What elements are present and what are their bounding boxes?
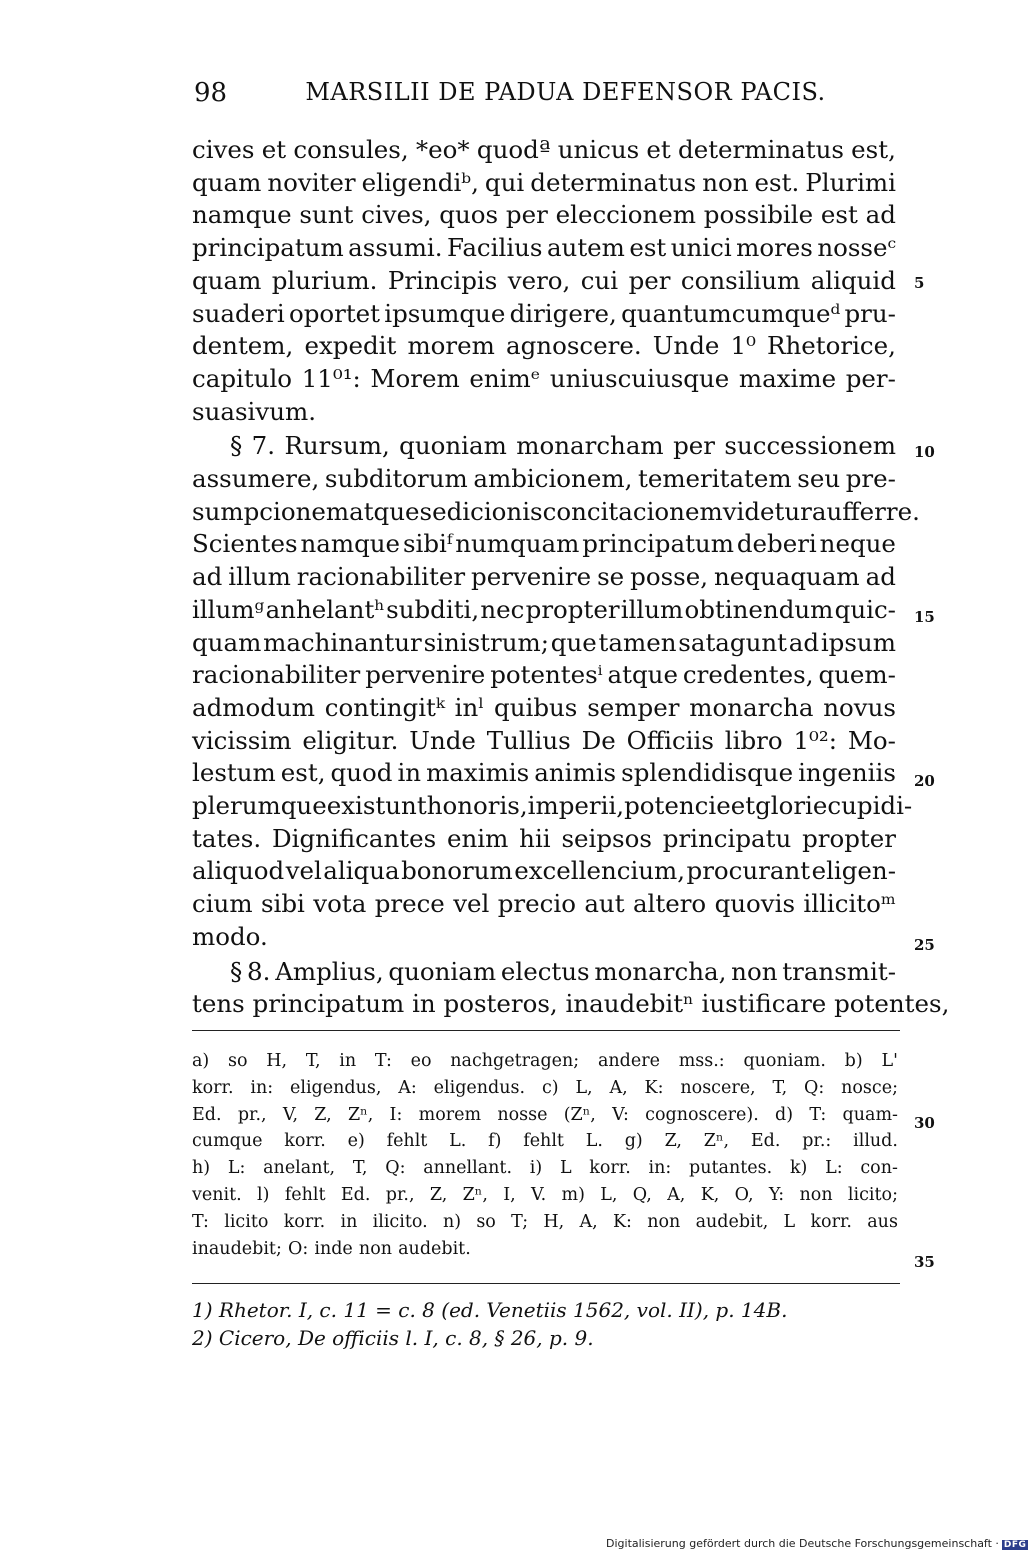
text-line: § 7. Rursum, quoniam monarcham per successionem: [230, 431, 896, 461]
line-number: 10: [914, 443, 935, 461]
text-line: tates. Dignificantes enim hii seipsos principatu propter: [192, 823, 896, 853]
line-number: 20: [914, 772, 935, 790]
text-line: principatum assumi. Facilius autem est unici mores nosseᶜ: [192, 233, 896, 263]
text-line: namque sunt cives, quos per eleccionem possibile est ad: [192, 200, 896, 230]
page-number: 98: [194, 78, 228, 108]
text-line: plerumque existunt honoris, imperii, potencie et glorie cupidi-: [192, 791, 913, 820]
footnote-line: cumque korr. e) fehlt L. f) fehlt L. g) Z, Zⁿ, Ed. pr.: illud.: [192, 1131, 898, 1152]
page-header: [192, 78, 899, 112]
footnote-line: Ed. pr., V, Z, Zⁿ, I: morem nosse (Zⁿ, V: cognoscere). d) T: quam-: [192, 1104, 898, 1125]
dfg-logo: DFG: [1003, 1540, 1027, 1550]
text-line: suasivum.: [192, 396, 317, 426]
line-number: 30: [914, 1114, 935, 1132]
footnote-line: h) L: anelant, T, Q: annellant. i) L korr. in: putantes. k) L: con-: [192, 1158, 898, 1179]
footnote-line: korr. in: eligendus, A: eligendus. c) L, A, K: noscere, T, Q: nosce;: [192, 1077, 898, 1098]
text-line: racionabiliter pervenire potentesⁱ atque credentes, quem-: [192, 660, 896, 690]
reference-divider: [192, 1283, 900, 1284]
text-line: aliquod vel aliqua bonorum excellencium, procurant eligen-: [192, 856, 896, 886]
text-line: Scientes namque sibiᶠ numquam principatum deberi neque: [192, 529, 896, 559]
footnote-line: inaudebit; O: inde non audebit.: [192, 1238, 471, 1259]
text-line: vicissim eligitur. Unde Tullius De Officiis libro 1⁰²: Mo-: [192, 725, 896, 755]
text-line: illumᵍ anhelantʰ subditi, nec propter illum obtinendum quic-: [192, 594, 896, 624]
line-number: 5: [914, 274, 925, 292]
text-line: assumere, subditorum ambicionem, temeritatem seu pre-: [192, 464, 896, 493]
text-line: modo.: [192, 921, 268, 951]
text-line: dentem, expedit morem agnoscere. Unde 1⁰ Rhetorice,: [192, 331, 896, 361]
text-line: cives et consules, *eo* quodª unicus et determinatus est,: [192, 135, 896, 164]
text-line: capitulo 11⁰¹: Morem enimᵉ uniuscuiusque maxime per-: [192, 363, 896, 393]
reference-2: 2) Cicero, De officiis l. I, c. 8, § 26, p. 9.: [192, 1326, 594, 1350]
text-line: admodum contingitᵏ inˡ quibus semper monarcha novus: [192, 692, 896, 722]
text-line: sumpcionem atque sedicionis concitacionem videtur aufferre.: [192, 496, 920, 526]
footnote-line: T: licito korr. in ilicito. n) so T; H, A, K: non audebit, L korr. aus: [192, 1211, 898, 1232]
line-number: 15: [914, 608, 935, 626]
text-line: quam plurium. Principis vero, cui per consilium aliquid: [192, 265, 896, 295]
digitization-note: [606, 1537, 1028, 1550]
digitization-text: Digitalisierung gefördert durch die Deutsche Forschungsgemeinschaft ·: [606, 1537, 999, 1550]
text-line: quam noviter eligendiᵇ, qui determinatus non est. Plurimi: [192, 167, 896, 197]
line-number: 25: [914, 936, 935, 954]
text-line: tens principatum in posteros, inaudebitⁿ iustificare potentes,: [192, 989, 950, 1019]
reference-1: 1) Rhetor. I, c. 11 = c. 8 (ed. Venetiis 1562, vol. II), p. 14B.: [192, 1298, 788, 1322]
footnote-divider: [192, 1030, 900, 1031]
footnote-line: a) so H, T, in T: eo nachgetragen; andere mss.: quoniam. b) L': [192, 1051, 898, 1071]
text-line: suaderi oportet ipsumque dirigere, quantumcumqueᵈ pru-: [192, 298, 896, 328]
line-number: 35: [914, 1253, 935, 1271]
text-line: § 8. Amplius, quoniam electus monarcha, non transmit-: [230, 956, 896, 986]
text-line: lestum est, quod in maximis animis splendidisque ingeniis: [192, 758, 896, 788]
running-title: MARSILII DE PADUA DEFENSOR PACIS.: [305, 78, 826, 106]
text-line: ad illum racionabiliter pervenire se posse, nequaquam ad: [192, 562, 896, 592]
text-line: quam machinantur sinistrum; que tamen satagunt ad ipsum: [192, 627, 896, 657]
footnote-line: venit. l) fehlt Ed. pr., Z, Zⁿ, I, V. m) L, Q, A, K, O, Y: non licito;: [192, 1185, 898, 1205]
text-line: cium sibi vota prece vel precio aut altero quovis illicitoᵐ: [192, 889, 896, 919]
